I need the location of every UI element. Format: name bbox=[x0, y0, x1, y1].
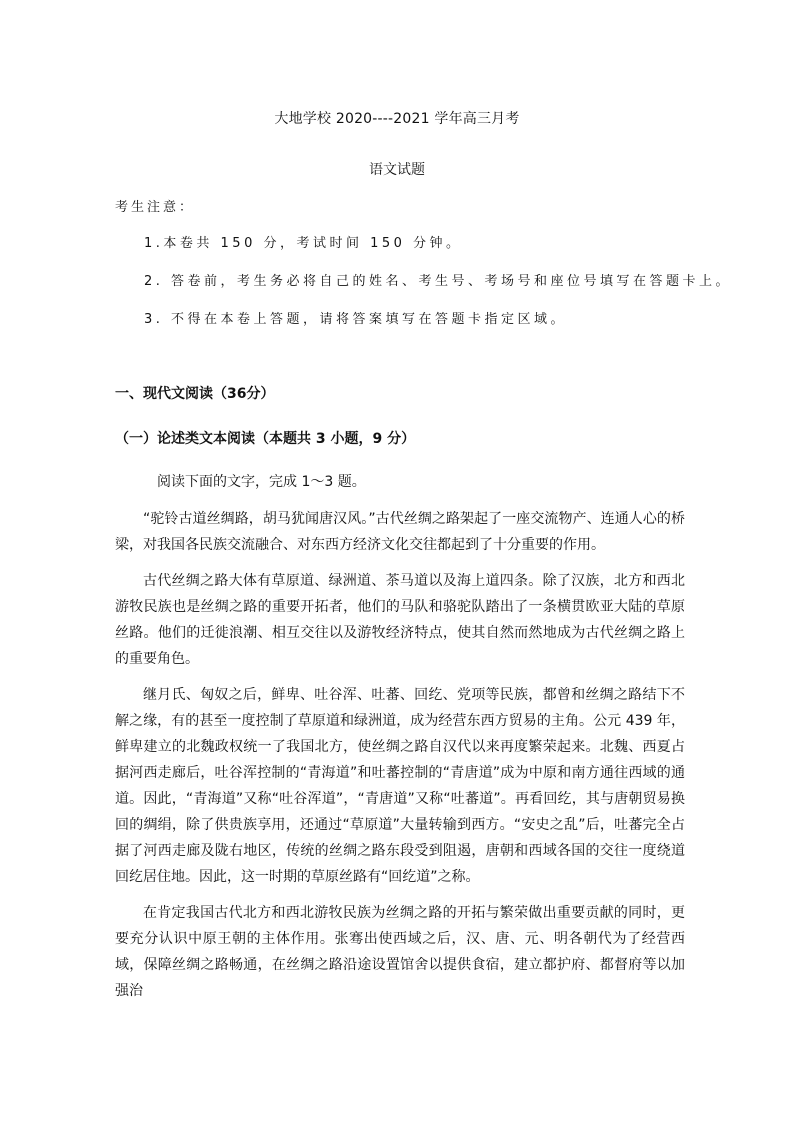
reading-passage bbox=[115, 506, 685, 1014]
subject-title: 语文试题 bbox=[369, 162, 425, 178]
passage-paragraph: 继月氏、匈奴之后，鲜卑、吐谷浑、吐蕃、回纥、党项等民族，都曾和丝绸之路结下不解之缘，有的甚至一度控制了草原道和绿洲道，成为经营东西方贸易的主角。公元 439 年，鲜卑建立的北魏政权统一了我国北方，使丝绸之路自汉代以来再度繁荣起来。北魏、西夏占据河西走廊后，吐谷浑控制的“青海道”和吐蕃控制的“青唐道”成为中原和南方通往西域的通道。因此，“青海道”又称“吐谷浑道”，“青唐道”又称“吐蕃道”。再看回纥，其与唐朝贸易换回的绸绢，除了供贵族享用，还通过“草原道”大量转输到西方。“安史之乱”后，吐蕃完全占据了河西走廊及陇右地区，传统的丝绸之路东段受到阻遏，唐朝和西域各国的交往一度绕道回纥居住地。因此，这一时期的草原丝路有“回纥道”之称。 bbox=[115, 687, 685, 885]
reading-instruction: 阅读下面的文字，完成 1～3 题。 bbox=[157, 474, 366, 490]
section-title: 一、现代文阅读（36分） bbox=[115, 386, 275, 402]
exam-title: 大地学校 2020----2021 学年高三月考 bbox=[274, 111, 520, 127]
notice-list bbox=[144, 232, 733, 346]
passage-paragraph: “驼铃古道丝绸路，胡马犹闻唐汉风。”古代丝绸之路架起了一座交流物产、连通人心的桥梁，对我国各民族交流融合、对东西方经济文化交往都起到了十分重要的作用。 bbox=[115, 511, 685, 553]
passage-paragraph: 古代丝绸之路大体有草原道、绿洲道、茶马道以及海上道四条。除了汉族，北方和西北游牧民族也是丝绸之路的重要开拓者，他们的马队和骆驼队踏出了一条横贯欧亚大陆的草原丝路。他们的迁徙浪潮、相互交往以及游牧经济特点，使其自然而然地成为古代丝绸之路上的重要角色。 bbox=[115, 573, 685, 667]
notice-item: 2. 答卷前，考生务必将自己的姓名、考生号、考场号和座位号填写在答题卡上。 bbox=[144, 274, 733, 289]
subsection-title: （一）论述类文本阅读（本题共 3 小题，9 分） bbox=[115, 431, 416, 447]
notice-item: 3. 不得在本卷上答题，请将答案填写在答题卡指定区域。 bbox=[144, 312, 568, 327]
notice-item: 1.本卷共 150 分，考试时间 150 分钟。 bbox=[144, 236, 463, 251]
notice-heading: 考生注意： bbox=[115, 200, 196, 215]
passage-paragraph: 在肯定我国古代北方和西北游牧民族为丝绸之路的开拓与繁荣做出重要贡献的同时，更要充分认识中原王朝的主体作用。张骞出使西域之后，汉、唐、元、明各朝代为了经营西域，保障丝绸之路畅通，在丝绸之路沿途设置馆舍以提供食宿，建立都护府、都督府等以加强治 bbox=[115, 905, 685, 999]
